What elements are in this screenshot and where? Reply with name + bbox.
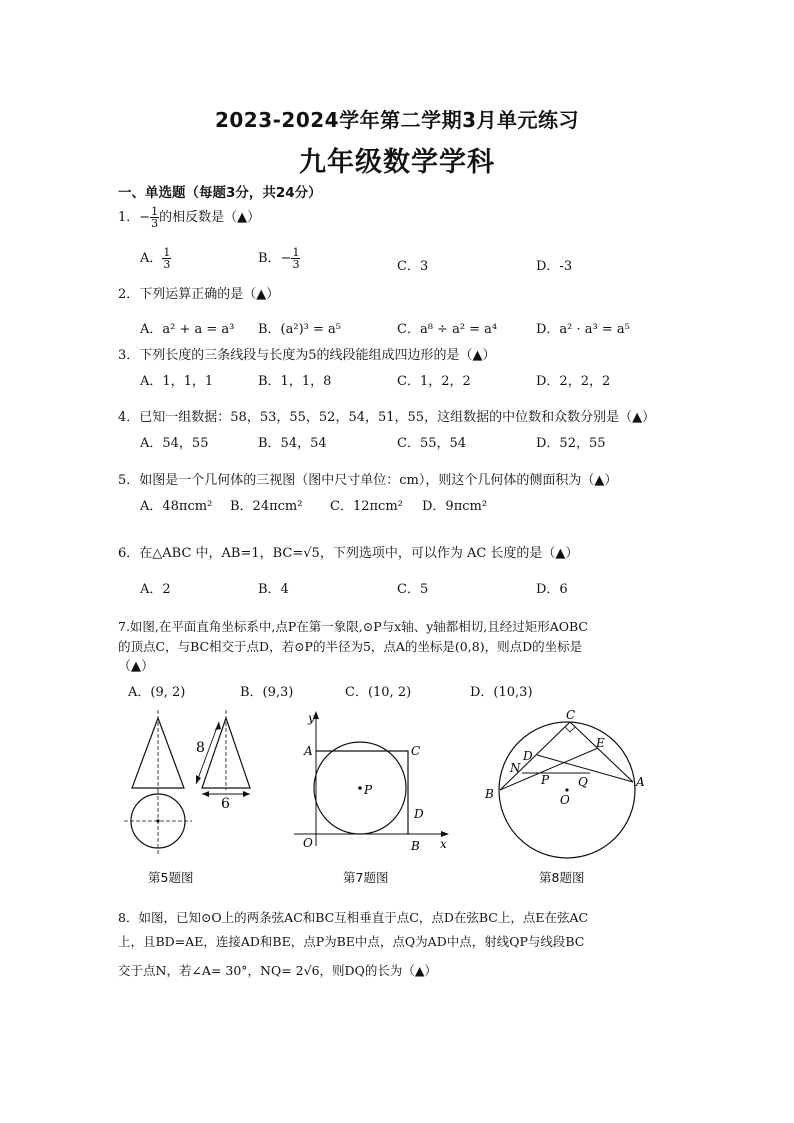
- figure-8-caption: 第8题图: [539, 870, 585, 885]
- option-c: C．a⁸ ÷ a² = a⁴: [397, 322, 498, 337]
- rectangle-aobc: [316, 751, 408, 834]
- base-label: 6: [221, 796, 230, 812]
- option-b: B．54，54: [258, 436, 327, 451]
- question-8-line-3: 交于点N，若∠A= 30°，NQ= 2√6，则DQ的长为（▲）: [118, 963, 437, 978]
- label-q: Q: [578, 775, 588, 789]
- question-7-line-1: 7.如图,在平面直角坐标系中,点P在第一象限,⊙P与x轴、y轴都相切,且经过矩形AOBC: [118, 619, 588, 634]
- label-b: B: [485, 787, 494, 801]
- option-a: A．(9, 2): [128, 685, 186, 700]
- option-d: D．(10,3): [470, 685, 533, 700]
- denominator: 3: [163, 258, 171, 271]
- center-point: [156, 819, 159, 822]
- question-stem: 的相反数是（▲）: [159, 210, 261, 225]
- option-label: B．−: [258, 251, 292, 266]
- label-c: C: [566, 708, 576, 722]
- question-number: 1．−: [118, 210, 151, 225]
- slant-label: 8: [196, 740, 205, 756]
- option-d: D．-3: [536, 259, 573, 274]
- figure-7-coordinate-diagram: [290, 708, 460, 858]
- option-c: C．12πcm²: [330, 499, 403, 514]
- question-1: [118, 206, 260, 229]
- option-a: A．48πcm²: [140, 499, 213, 514]
- x-label: x: [440, 837, 447, 851]
- question-4: 4．已知一组数据：58，53，55，52，54，51，55，这组数据的中位数和众数分别是（▲）: [118, 410, 656, 425]
- option-b: [258, 247, 300, 270]
- figure-8-circle-diagram: [480, 706, 650, 860]
- label-a: A: [636, 775, 645, 789]
- option-a: A．1，1，1: [140, 374, 214, 389]
- option-c: C．(10, 2): [345, 685, 412, 700]
- question-3: 3．下列长度的三条线段与长度为5的线段能组成四边形的是（▲）: [118, 348, 496, 363]
- numerator: 1: [151, 205, 159, 218]
- option-c: C．1，2，2: [397, 374, 471, 389]
- arrowhead: [243, 791, 250, 797]
- option-d: D．52，55: [536, 436, 606, 451]
- arrowhead: [202, 791, 209, 797]
- label-p: P: [364, 783, 373, 797]
- numerator: 1: [163, 246, 171, 259]
- label-p: P: [541, 773, 550, 787]
- label-o: O: [560, 793, 570, 807]
- center-point: [565, 788, 568, 791]
- option-d: D．a² · a³ = a⁵: [536, 322, 630, 337]
- question-2: 2．下列运算正确的是（▲）: [118, 287, 280, 302]
- y-label: y: [308, 711, 315, 725]
- option-a: A．54，55: [140, 436, 209, 451]
- label-c: C: [411, 744, 421, 758]
- subject-title: 九年级数学学科: [299, 147, 495, 178]
- option-d: D．9πcm²: [422, 499, 488, 514]
- label-d: D: [414, 807, 424, 821]
- option-b: B．(a²)³ = a⁵: [258, 322, 341, 337]
- label-a: A: [304, 744, 313, 758]
- fraction: [150, 206, 159, 229]
- option-b: B．4: [258, 582, 289, 597]
- question-8-line-2: 上，且BD=AE，连接AD和BE，点P为BE中点，点Q为AD中点，射线QP与线段BC: [118, 934, 585, 949]
- denominator: 3: [292, 258, 300, 271]
- figure-7-caption: 第7题图: [343, 870, 389, 885]
- denominator: 3: [151, 217, 159, 230]
- fraction: [291, 247, 300, 270]
- fraction: [162, 247, 171, 270]
- label-n: N: [510, 761, 521, 775]
- label-o: O: [303, 836, 313, 850]
- option-a: A．2: [140, 582, 171, 597]
- option-c: C．5: [397, 582, 429, 597]
- point-p: [358, 786, 362, 790]
- question-5: 5．如图是一个几何体的三视图（图中尺寸单位：cm），则这个几何体的侧面积为（▲）: [118, 473, 618, 488]
- option-b: B．24πcm²: [230, 499, 303, 514]
- label-e: E: [596, 736, 605, 750]
- question-8-line-1: 8．如图，已知⊙O上的两条弦AC和BC互相垂直于点C，点D在弦BC上，点E在弦AC: [118, 910, 589, 925]
- option-d: D．6: [536, 582, 568, 597]
- figure-5-three-views: [118, 708, 268, 858]
- arrowhead: [215, 722, 221, 730]
- option-b: B．1，1，8: [258, 374, 332, 389]
- right-angle-mark: [565, 727, 575, 732]
- question-7-line-3: （▲）: [118, 659, 154, 674]
- figure-5-caption: 第5题图: [148, 870, 194, 885]
- chord-bc: [500, 722, 570, 790]
- option-c: C．55，54: [397, 436, 467, 451]
- option-c: C．3: [397, 259, 429, 274]
- question-6: 6．在△ABC 中，AB=1，BC=√5，下列选项中，可以作为 AC 长度的是（▲）: [118, 546, 579, 561]
- section-heading: 一、单选题（每题3分，共24分）: [118, 185, 322, 201]
- option-a: A．a² + a = a³: [140, 322, 235, 337]
- option-label: A．: [140, 251, 163, 266]
- option-b: B．(9,3): [240, 685, 294, 700]
- question-7-line-2: 的顶点C，与BC相交于点D，若⊙P的半径为5，点A的坐标是(0,8)，则点D的坐标是: [118, 639, 583, 654]
- option-d: D．2，2，2: [536, 374, 611, 389]
- option-a: [140, 247, 171, 270]
- exam-title: 2023-2024学年第二学期3月单元练习: [214, 108, 580, 132]
- label-b: B: [411, 839, 420, 853]
- label-d: D: [523, 749, 533, 763]
- numerator: 1: [292, 246, 300, 259]
